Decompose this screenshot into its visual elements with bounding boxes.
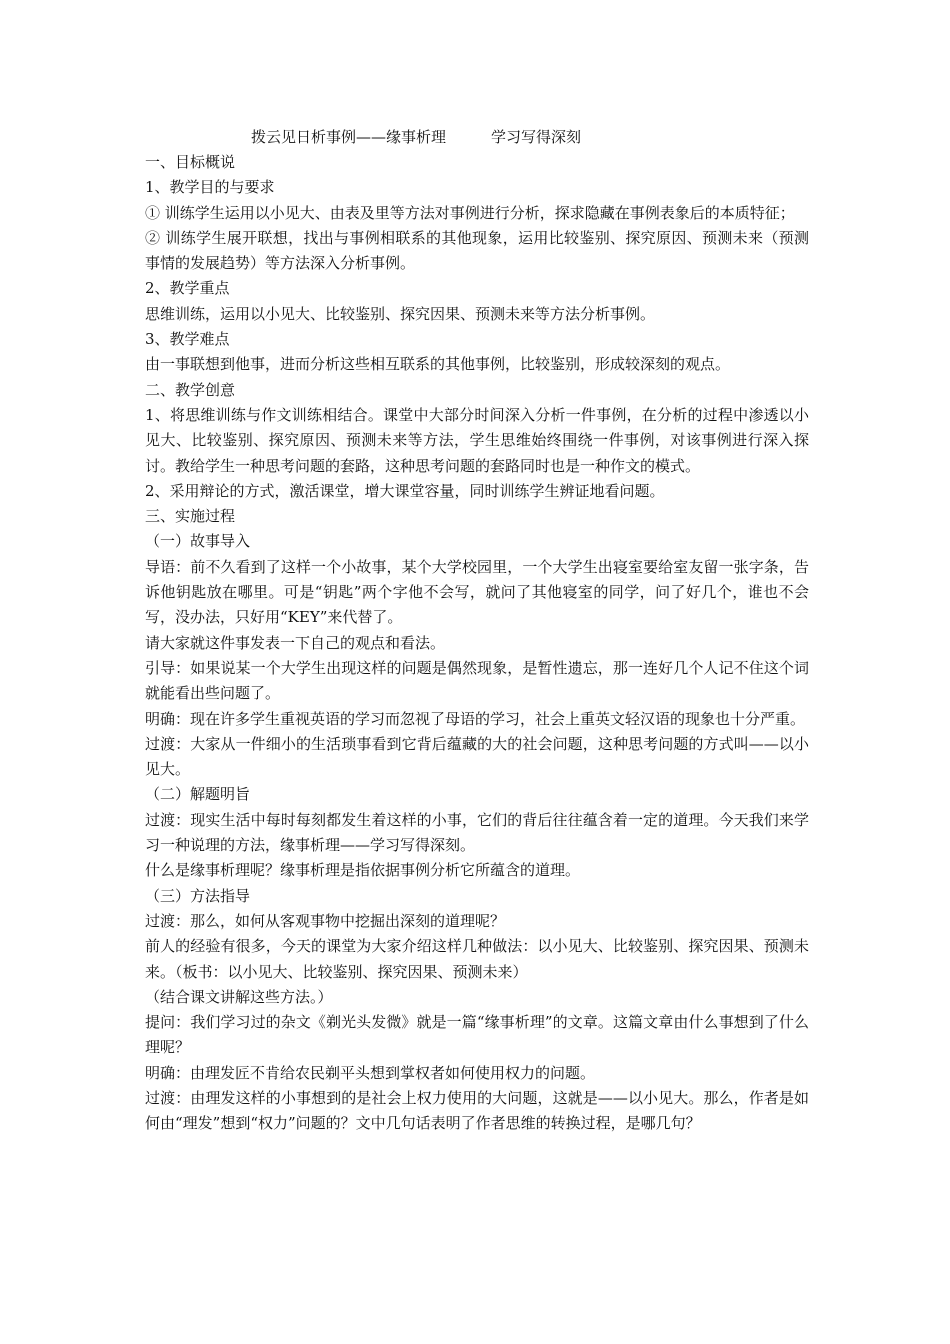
paragraph: 过渡：大家从一件细小的生活琐事看到它背后蕴藏的大的社会问题，这种思考问题的方式叫——以小见大。 xyxy=(145,734,809,779)
paragraph: 明确：由理发匠不肯给农民剃平头想到掌权者如何使用权力的问题。 xyxy=(145,1063,596,1082)
paragraph: 导语：前不久看到了这样一个小故事，某个大学校园里，一个大学生出寝室要给室友留一张字条，告诉他钥匙放在哪里。可是“钥匙”两个字他不会写，就问了其他寝室的同学，问了好几个，谁也不会写，没办法，只好用“KEY”来代替了。 xyxy=(145,557,809,627)
paragraph: 什么是缘事析理呢？缘事析理是指依据事例分析它所蕴含的道理。 xyxy=(145,861,581,880)
paragraph: 过渡：那么，如何从客观事物中挖掘出深刻的道理呢？ xyxy=(145,911,506,930)
paragraph: ① 训练学生运用以小见大、由表及里等方法对事例进行分析，探求隐藏在事例表象后的本质特征； xyxy=(145,203,795,222)
paragraph: 请大家就这件事发表一下自己的观点和看法。 xyxy=(145,633,446,652)
document-body xyxy=(145,150,809,1137)
paragraph: 2、教学重点 xyxy=(145,279,230,298)
paragraph: 引导：如果说某一个大学生出现这样的问题是偶然现象，是暂性遗忘，那一连好几个人记不住这个词就能看出些问题了。 xyxy=(145,658,809,703)
paragraph: （三）方法指导 xyxy=(145,886,251,905)
paragraph: （结合课文讲解这些方法。） xyxy=(145,987,333,1006)
paragraph: 思维训练，运用以小见大、比较鉴别、探究因果、预测未来等方法分析事例。 xyxy=(145,304,656,323)
paragraph: （二）解题明旨 xyxy=(145,785,251,804)
paragraph: 前人的经验有很多，今天的课堂为大家介绍这样几种做法：以小见大、比较鉴别、探究因果、预测未来。（板书：以小见大、比较鉴别、探究因果、预测未来） xyxy=(145,937,809,981)
paragraph: 三、实施过程 xyxy=(145,507,236,526)
paragraph: 2、采用辩论的方式，激活课堂，增大课堂容量，同时训练学生辨证地看问题。 xyxy=(145,481,665,500)
paragraph: 提问：我们学习过的杂文《剃光头发微》就是一篇“缘事析理”的文章。这篇文章由什么事想到了什么理呢？ xyxy=(145,1013,809,1057)
paragraph: 二、教学创意 xyxy=(145,380,236,399)
paragraph: 明确：现在许多学生重视英语的学习而忽视了母语的学习，社会上重英文轻汉语的现象也十分严重。 xyxy=(145,709,806,728)
paragraph: 过渡：由理发这样的小事想到的是社会上权力使用的大问题，这就是——以小见大。那么，作者是如何由“理发”想到“权力”问题的？文中几句话表明了作者思维的转换过程，是哪几句？ xyxy=(145,1088,809,1133)
paragraph: 1、教学目的与要求 xyxy=(145,178,275,197)
paragraph: 由一事联想到他事，进而分析这些相互联系的其他事例，比较鉴别，形成较深刻的观点。 xyxy=(145,355,731,374)
paragraph: （一）故事导入 xyxy=(145,532,251,551)
paragraph: 一、目标概说 xyxy=(145,153,236,171)
paragraph: 3、教学难点 xyxy=(145,330,230,349)
paragraph: 过渡：现实生活中每时每刻都发生着这样的小事，它们的背后往往蕴含着一定的道理。今天我们来学习一种说理的方法，缘事析理——学习写得深刻。 xyxy=(145,810,809,855)
paragraph: 1、将思维训练与作文训练相结合。课堂中大部分时间深入分析一件事例，在分析的过程中渗透以小见大、比较鉴别、探究原因、预测未来等方法，学生思维始终围绕一件事例，对该事例进行深入探讨。教给学生一种思考问题的套路，这种思考问题的套路同时也是一种作文的模式。 xyxy=(145,405,809,475)
paragraph: ② 训练学生展开联想，找出与事例相联系的其他现象，运用比较鉴别、探究原因、预测未来（预测事情的发展趋势）等方法深入分析事例。 xyxy=(145,228,809,273)
document-title: 拨云见日析事例——缘事析理 学习写得深刻 xyxy=(251,128,582,146)
document-page xyxy=(145,124,809,1137)
